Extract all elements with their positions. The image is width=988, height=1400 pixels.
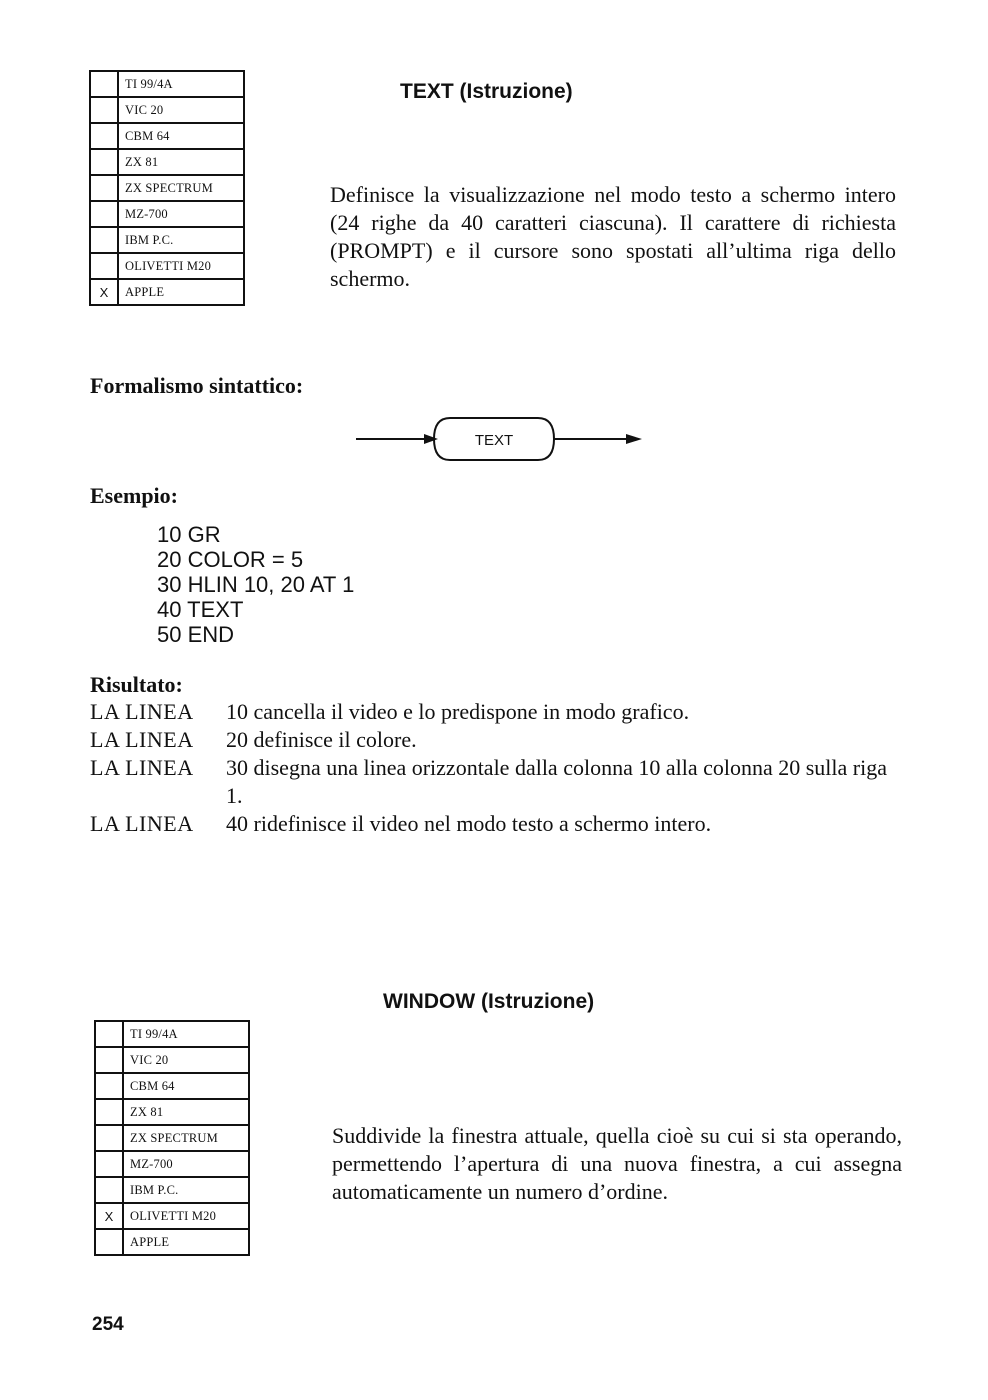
- compatibility-row: [90, 71, 244, 97]
- result-row: [90, 698, 900, 726]
- compatibility-row: [90, 253, 244, 279]
- result-line-label: LA LINEA: [90, 811, 194, 836]
- compatibility-mark: [95, 1151, 123, 1177]
- syntax-keyword: TEXT: [474, 432, 514, 449]
- compatibility-mark: X: [95, 1203, 123, 1229]
- code-line: 40 TEXT: [157, 597, 244, 622]
- compatibility-mark: [95, 1021, 123, 1047]
- compatibility-row: [95, 1203, 249, 1229]
- compatibility-row: [90, 201, 244, 227]
- page-number: 254: [92, 1314, 124, 1335]
- machine-name: ZX SPECTRUM: [118, 175, 244, 201]
- machine-name: MZ-700: [118, 201, 244, 227]
- compatibility-mark: [90, 253, 118, 279]
- result-line-text: 10 cancella il video e lo predispone in modo grafico.: [226, 699, 690, 724]
- syntax-label: Formalismo sintattico:: [90, 373, 304, 398]
- result-row: [90, 810, 900, 838]
- compatibility-row: [95, 1073, 249, 1099]
- compatibility-row: [90, 97, 244, 123]
- compatibility-mark: [95, 1229, 123, 1255]
- machine-name: VIC 20: [123, 1047, 249, 1073]
- example-label: Esempio:: [90, 483, 178, 508]
- instruction-description-text: Definisce la visualizzazione nel modo testo a schermo intero (24 righe da 40 caratteri ciascuna). Il carattere di richiesta (PROMPT) e il cursore sono spostati all’ultima riga dello schermo.: [330, 182, 896, 291]
- compatibility-row: [95, 1125, 249, 1151]
- result-line-label: LA LINEA: [90, 755, 194, 780]
- compatibility-row: [90, 149, 244, 175]
- machine-name: ZX SPECTRUM: [123, 1125, 249, 1151]
- code-line: 10 GR: [157, 522, 221, 547]
- compatibility-mark: [95, 1177, 123, 1203]
- compatibility-row: [95, 1047, 249, 1073]
- compatibility-row: [95, 1177, 249, 1203]
- machine-name: IBM P.C.: [123, 1177, 249, 1203]
- compatibility-row: [90, 123, 244, 149]
- result-line-label: LA LINEA: [90, 699, 194, 724]
- compatibility-row: [95, 1099, 249, 1125]
- compatibility-mark: [95, 1099, 123, 1125]
- instruction-heading-text: TEXT (Istruzione): [400, 80, 573, 103]
- compatibility-mark: [90, 97, 118, 123]
- syntax-entry-arrow: [424, 434, 438, 444]
- machine-name: ZX 81: [118, 149, 244, 175]
- compatibility-mark: [90, 149, 118, 175]
- compatibility-mark: [90, 71, 118, 97]
- instruction-heading-window: WINDOW (Istruzione): [383, 990, 595, 1013]
- result-line-label: LA LINEA: [90, 727, 194, 752]
- result-row: [90, 726, 900, 754]
- compatibility-mark: [90, 201, 118, 227]
- machine-name: TI 99/4A: [123, 1021, 249, 1047]
- machine-name: ZX 81: [123, 1099, 249, 1125]
- result-line-text: 30 disegna una linea orizzontale dalla colonna 10 alla colonna 20 sulla riga 1.: [226, 755, 887, 808]
- machine-name: CBM 64: [123, 1073, 249, 1099]
- compatibility-table-text: [89, 70, 245, 306]
- machine-name: OLIVETTI M20: [118, 253, 244, 279]
- result-line-text: 40 ridefinisce il video nel modo testo a schermo intero.: [226, 811, 712, 836]
- compatibility-mark: [90, 123, 118, 149]
- instruction-description-window: Suddivide la finestra attuale, quella cioè su cui si sta operando, permettendo l’apertura di una nuova finestra, a cui assegna automaticamente un numero d’ordine.: [332, 1123, 902, 1204]
- code-example: [157, 522, 354, 647]
- machine-name: IBM P.C.: [118, 227, 244, 253]
- compatibility-mark: [90, 175, 118, 201]
- code-line: 50 END: [157, 622, 235, 647]
- compatibility-row: [95, 1021, 249, 1047]
- compatibility-mark: X: [90, 279, 118, 305]
- compatibility-mark: [95, 1125, 123, 1151]
- machine-name: MZ-700: [123, 1151, 249, 1177]
- result-label: Risultato:: [90, 672, 183, 697]
- compatibility-row: [95, 1229, 249, 1255]
- compatibility-mark: [95, 1047, 123, 1073]
- compatibility-mark: [95, 1073, 123, 1099]
- compatibility-table-window: [94, 1020, 250, 1256]
- machine-name: OLIVETTI M20: [123, 1203, 249, 1229]
- result-list: [90, 698, 900, 838]
- result-row: [90, 754, 900, 810]
- syntax-exit-arrow: [626, 434, 642, 444]
- machine-name: VIC 20: [118, 97, 244, 123]
- compatibility-mark: [90, 227, 118, 253]
- compatibility-row: [95, 1151, 249, 1177]
- code-line: 20 COLOR = 5: [157, 547, 304, 572]
- result-line-text: 20 definisce il colore.: [226, 727, 417, 752]
- code-line: 30 HLIN 10, 20 AT 1: [157, 572, 355, 597]
- machine-name: APPLE: [123, 1229, 249, 1255]
- compatibility-row: [90, 175, 244, 201]
- compatibility-row: [90, 227, 244, 253]
- compatibility-row: [90, 279, 244, 305]
- machine-name: APPLE: [118, 279, 244, 305]
- syntax-diagram: [350, 412, 650, 472]
- machine-name: TI 99/4A: [118, 71, 244, 97]
- machine-name: CBM 64: [118, 123, 244, 149]
